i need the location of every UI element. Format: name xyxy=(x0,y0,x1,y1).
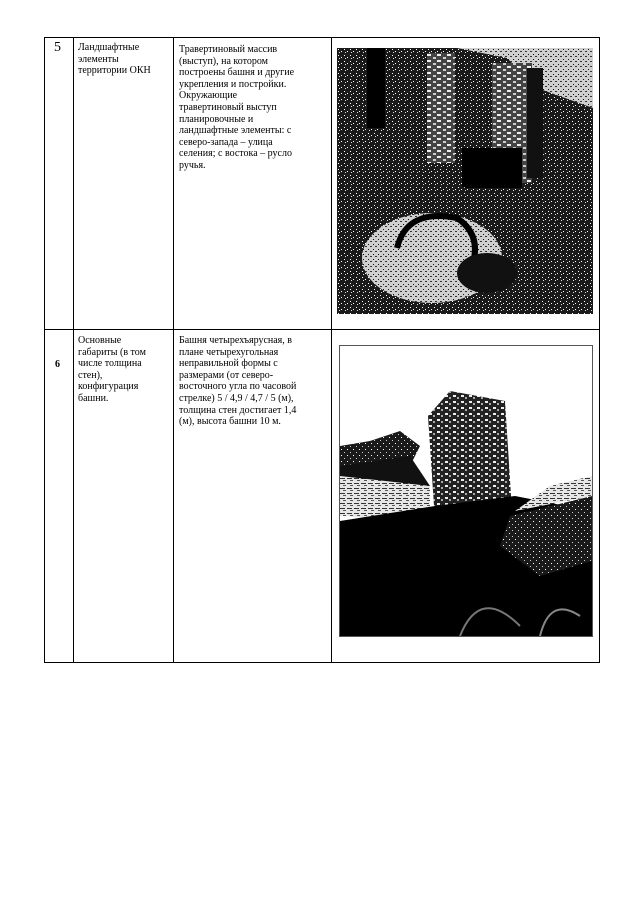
description-cell xyxy=(174,38,331,329)
row-number: 6 xyxy=(55,359,60,370)
element-name-cell xyxy=(73,38,173,329)
description-cell xyxy=(174,330,331,662)
photo-cell xyxy=(332,330,600,662)
table-row xyxy=(45,330,599,662)
element-name-cell xyxy=(73,330,173,662)
table-row xyxy=(45,38,599,330)
row-number: 5 xyxy=(54,40,61,55)
row-number-cell xyxy=(45,38,73,329)
row-number-cell xyxy=(45,330,73,662)
element-description: Башня четырехъярусная, в плане четырехугольная неправильной формы с размерами (от северо- восточного угла по часовой стрелке) 5 / 4,9 / 4,7 / 5 (м), толщина стен достигает 1,4 (м), высота башни 10 м. xyxy=(179,335,297,428)
photo-ruins-on-travertine xyxy=(337,48,593,314)
element-name: Ландшафтные элементы территории ОКН xyxy=(78,42,151,77)
photo-tower xyxy=(339,345,593,637)
element-description: Травертиновый массив (выступ), на котором построены башня и другие укрепления и постройки. Окружающие травертиновый выступ планировочные и ландшафтные элементы: с северо-запада – улица селения; с востока – русло ручья. xyxy=(179,44,295,171)
photo-cell xyxy=(332,38,600,329)
element-name: Основные габариты (в том числе толщина стен), конфигурация башни. xyxy=(78,335,146,404)
document-table xyxy=(44,37,600,663)
